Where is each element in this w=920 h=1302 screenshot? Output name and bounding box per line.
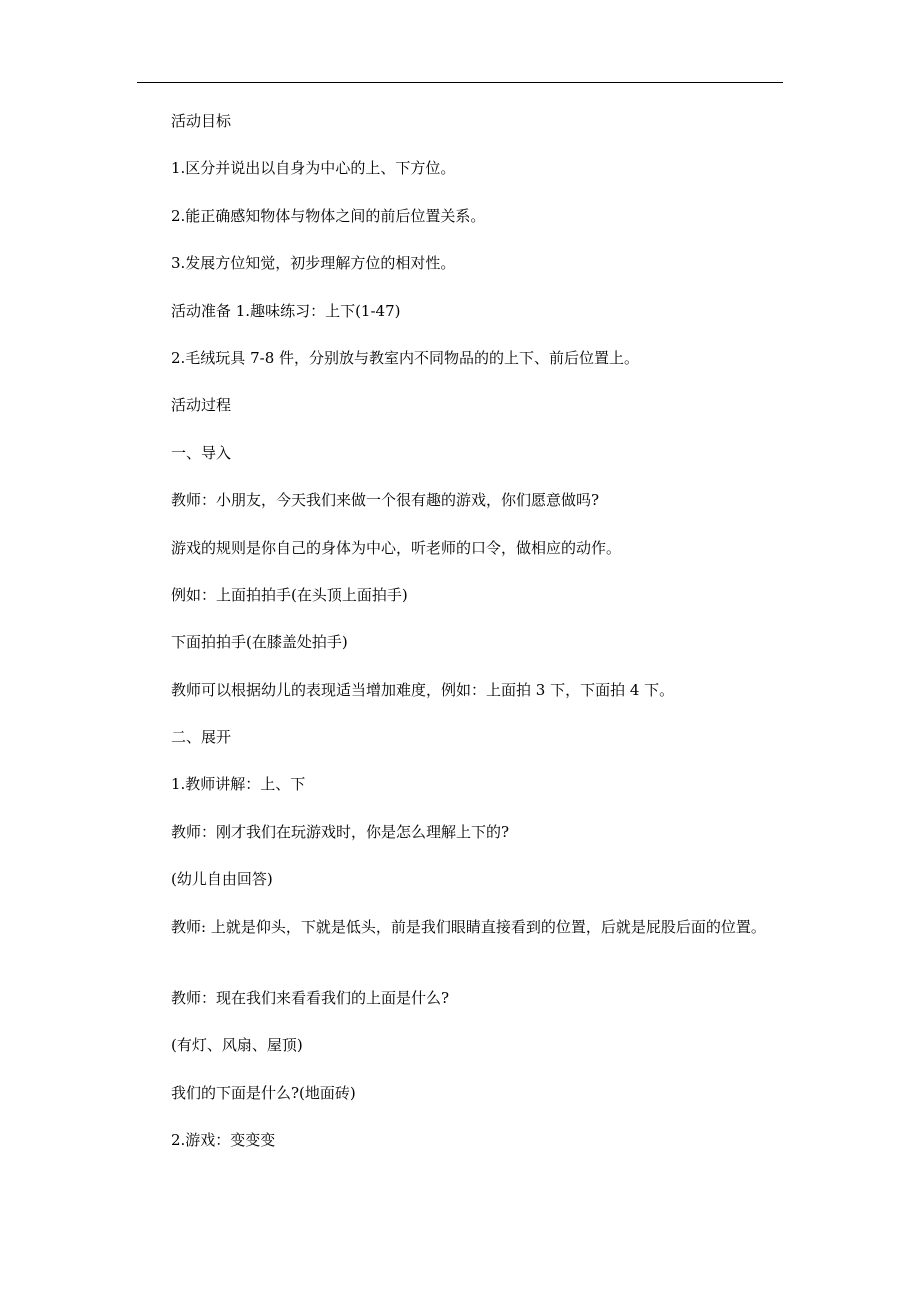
goal-item: 2.能正确感知物体与物体之间的前后位置关系。 xyxy=(171,206,486,225)
body-paragraph: 教师：刚才我们在玩游戏时，你是怎么理解上下的? xyxy=(171,822,510,841)
header-rule xyxy=(137,82,783,83)
body-paragraph: 游戏的规则是你自己的身体为中心，听老师的口令，做相应的动作。 xyxy=(171,538,622,557)
body-paragraph: (有灯、风扇、屋顶) xyxy=(171,1036,303,1055)
body-paragraph: 例如：上面拍拍手(在头顶上面拍手) xyxy=(171,585,408,604)
body-paragraph: (幼儿自由回答) xyxy=(171,870,273,889)
goal-item: 1.区分并说出以自身为中心的上、下方位。 xyxy=(171,159,456,178)
body-paragraph: 下面拍拍手(在膝盖处拍手) xyxy=(171,633,348,652)
document-body xyxy=(137,109,783,1176)
subsection-heading: 二、展开 xyxy=(171,728,232,747)
body-paragraph: 教师可以根据幼儿的表现适当增加难度，例如：上面拍 3 下，下面拍 4 下。 xyxy=(171,680,675,699)
body-paragraph: 我们的下面是什么?(地面砖) xyxy=(171,1083,356,1102)
body-paragraph: 1.教师讲解：上、下 xyxy=(171,775,306,794)
subsection-heading: 一、导入 xyxy=(171,443,232,462)
section-heading-process: 活动过程 xyxy=(171,396,232,415)
section-heading-goals: 活动目标 xyxy=(171,112,232,130)
section-heading-preparation: 活动准备 1.趣味练习：上下(1-47) xyxy=(171,301,401,320)
body-paragraph: 教师：小朋友，今天我们来做一个很有趣的游戏，你们愿意做吗? xyxy=(171,491,600,510)
body-paragraph: 2.游戏：变变变 xyxy=(171,1131,276,1150)
preparation-item: 2.毛绒玩具 7-8 件，分别放与教室内不同物品的的上下、前后位置上。 xyxy=(171,348,640,367)
body-paragraph: 教师：现在我们来看看我们的上面是什么? xyxy=(171,989,450,1008)
body-paragraph: 教师: 上就是仰头，下就是低头，前是我们眼睛直接看到的位置，后就是屁股后面的位置。 xyxy=(171,917,766,936)
goal-item: 3.发展方位知觉，初步理解方位的相对性。 xyxy=(171,254,456,273)
